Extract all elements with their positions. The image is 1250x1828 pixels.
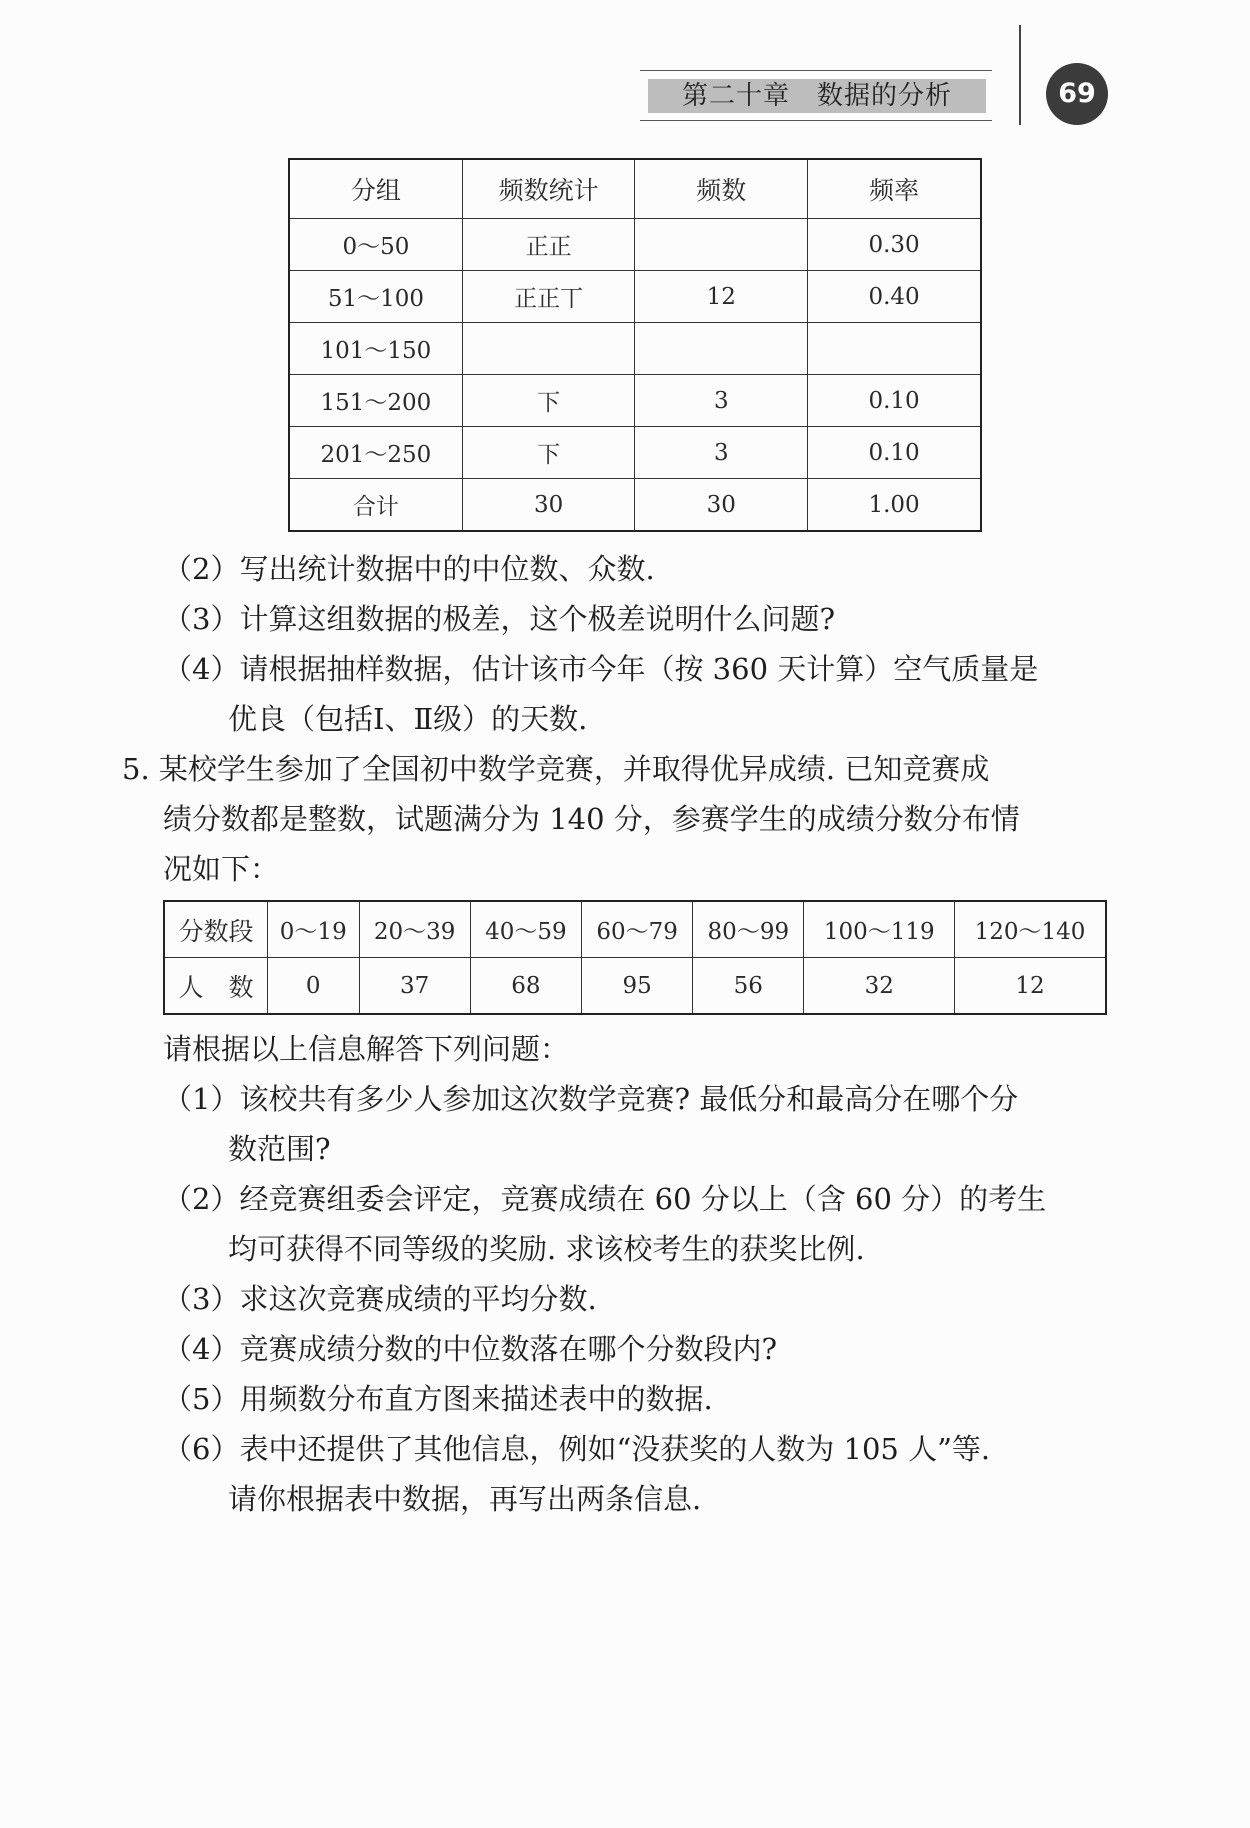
question-part: （2）写出统计数据中的中位数、众数. [163, 552, 655, 586]
table-cell: 0 [268, 958, 360, 1015]
table-row [164, 901, 1106, 958]
question-part: （3）计算这组数据的极差，这个极差说明什么问题? [163, 602, 835, 636]
page-number-badge: 69 [1046, 63, 1108, 125]
table-cell: 51～100 [289, 271, 462, 323]
question-part: （4）请根据抽样数据，估计该市今年（按 360 天计算）空气质量是 [163, 652, 1039, 686]
table-cell: 0.40 [808, 271, 981, 323]
table-cell [808, 323, 981, 375]
table-row [289, 427, 981, 479]
table-total-row [289, 479, 981, 532]
table-cell: 3 [635, 375, 808, 427]
table-cell [635, 219, 808, 271]
table-header-cell: 频数统计 [462, 159, 635, 219]
table-cell: 30 [462, 479, 635, 532]
score-distribution-table [163, 900, 1107, 1015]
table-cell: 正正 [462, 219, 635, 271]
question-prompt: 请根据以上信息解答下列问题： [163, 1032, 570, 1066]
table-cell: 合计 [289, 479, 462, 532]
table-cell: 30 [635, 479, 808, 532]
table-header-row [289, 159, 981, 219]
table-cell: 12 [635, 271, 808, 323]
table-cell: 20～39 [359, 901, 470, 958]
table-cell: 0.10 [808, 427, 981, 479]
question-part: （6）表中还提供了其他信息，例如“没获奖的人数为 105 人”等. [163, 1432, 991, 1466]
table-header-cell: 分组 [289, 159, 462, 219]
question-part: （5）用频数分布直方图来描述表中的数据. [163, 1382, 713, 1416]
table-cell: 0.10 [808, 375, 981, 427]
table-cell: 201～250 [289, 427, 462, 479]
table-cell: 37 [359, 958, 470, 1015]
question-part-continued: 数范围? [228, 1132, 331, 1166]
question-5-text: 况如下： [163, 852, 280, 886]
table-cell [462, 323, 635, 375]
table-row [289, 375, 981, 427]
table-cell: 正正丅 [462, 271, 635, 323]
table-row [164, 958, 1106, 1015]
question-part: （4）竞赛成绩分数的中位数落在哪个分数段内? [163, 1332, 777, 1366]
question-part-continued: 优良（包括Ⅰ、Ⅱ级）的天数. [228, 702, 588, 736]
table-cell: 120～140 [955, 901, 1106, 958]
table-row [289, 219, 981, 271]
table-row [289, 271, 981, 323]
table-cell: 3 [635, 427, 808, 479]
table-cell: 151～200 [289, 375, 462, 427]
table-cell: 0～19 [268, 901, 360, 958]
table-cell: 80～99 [693, 901, 804, 958]
question-part: （2）经竞赛组委会评定，竞赛成绩在 60 分以上（含 60 分）的考生 [163, 1182, 1047, 1216]
table-cell: 60～79 [581, 901, 692, 958]
table-cell: 0.30 [808, 219, 981, 271]
table-cell: 0～50 [289, 219, 462, 271]
question-part: （3）求这次竞赛成绩的平均分数. [163, 1282, 597, 1316]
row-header-cell: 人 数 [164, 958, 268, 1015]
frequency-table [288, 158, 982, 532]
question-part: （1）该校共有多少人参加这次数学竞赛? 最低分和最高分在哪个分 [163, 1082, 1019, 1116]
header-divider [1019, 25, 1021, 125]
table-cell [635, 323, 808, 375]
chapter-title: 第二十章 数据的分析 [648, 79, 986, 113]
table-cell: 12 [955, 958, 1106, 1015]
table-cell: 下 [462, 427, 635, 479]
table-cell: 1.00 [808, 479, 981, 532]
question-part-continued: 请你根据表中数据，再写出两条信息. [228, 1482, 702, 1516]
table-header-cell: 频数 [635, 159, 808, 219]
table-cell: 32 [804, 958, 955, 1015]
table-cell: 100～119 [804, 901, 955, 958]
table-cell: 下 [462, 375, 635, 427]
question-part-continued: 均可获得不同等级的奖励. 求该校考生的获奖比例. [228, 1232, 865, 1266]
table-cell: 56 [693, 958, 804, 1015]
header-rule-top [640, 70, 992, 71]
table-cell: 40～59 [470, 901, 581, 958]
table-cell: 95 [581, 958, 692, 1015]
table-row [289, 323, 981, 375]
table-cell: 68 [470, 958, 581, 1015]
question-5-text: 5. 某校学生参加了全国初中数学竞赛，并取得优异成绩. 已知竞赛成 [122, 752, 990, 786]
row-header-cell: 分数段 [164, 901, 268, 958]
table-header-cell: 频率 [808, 159, 981, 219]
question-5-text: 绩分数都是整数，试题满分为 140 分，参赛学生的成绩分数分布情 [163, 802, 1020, 836]
table-cell: 101～150 [289, 323, 462, 375]
header-rule-bottom [640, 120, 992, 121]
